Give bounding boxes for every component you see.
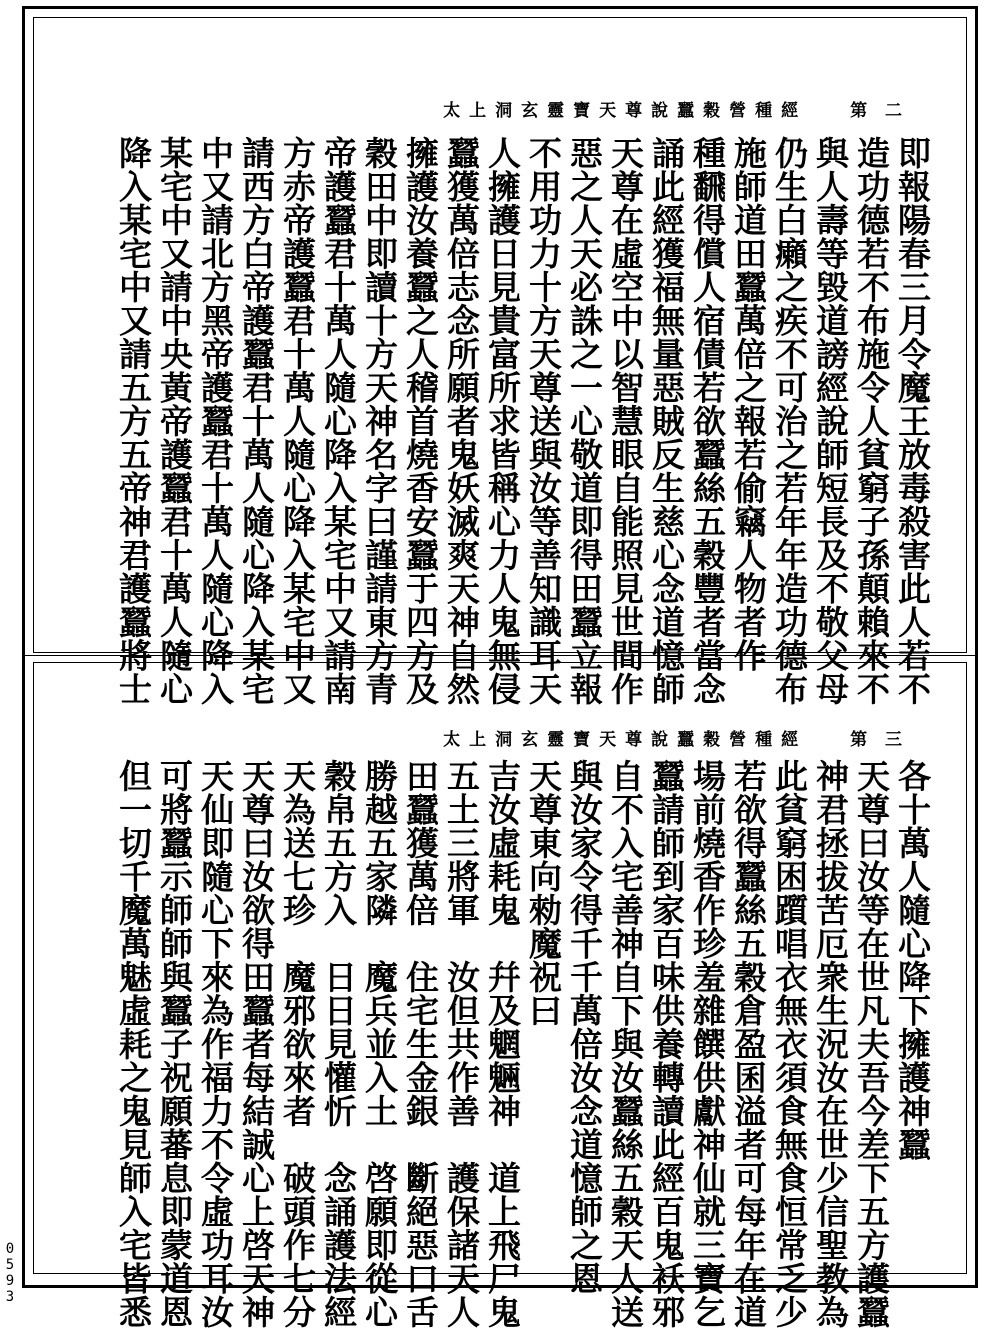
text-column: 此貧窮困躓唱衣無衣須食無食恒常乏少 [770,759,809,1329]
text-column: 惡之人天必誅之一心敬道即得田蠶立報 [565,136,604,706]
text-column: 田蠶獲萬倍 住宅生金銀 斷絕惡口舌 [401,759,440,1329]
page-header [443,725,908,750]
text-column: 但一切千魔萬魅虛耗之鬼見師入宅皆悉 [114,759,153,1329]
page-header [443,96,908,121]
text-column: 施師道田蠶萬倍之報若偷竊人物者作 [729,136,768,672]
text-column: 擁護汝養蠶之人稽首燒香安蠶于四方及 [401,136,440,706]
text-column: 天尊曰汝等在世凡夫吾今差下五方護蠶 [852,759,891,1329]
text-column: 蠶請師到家百味供養轉讀此經百鬼袄邪 [647,759,686,1329]
text-columns [112,136,932,706]
text-column: 不用功力十方天尊送與汝等善知識耳天 [524,136,563,706]
page-panel-bottom [33,662,967,1329]
text-column: 吉汝虛耗鬼 幷及魍魎神 道上飛尸鬼 [483,759,522,1329]
text-column: 請西方白帝護蠶君十萬人隨心降入某宅 [237,136,276,706]
scripture-title: 太上洞玄靈寶天尊說蠶穀營種經 [443,730,808,750]
text-column: 誦此經獲福無量惡賊反生慈心念道憶師 [647,136,686,706]
page-label: 第 二 [850,101,908,121]
text-column: 天尊東向勑魔祝曰 [524,759,563,1027]
page-label: 第 三 [850,730,908,750]
page-divider [25,655,975,661]
text-column: 仍生白癩之疾不可治之若年年造功德布 [770,136,809,706]
text-column: 造功德若不布施令人貧窮子孫顛賴來不 [852,136,891,706]
text-column: 降入某宅中又請五方五帝神君護蠶將士 [114,136,153,706]
text-column: 若欲得蠶絲五穀倉盈囷溢者可每年在道 [729,759,768,1329]
text-column: 五土三將軍 汝但共作善 護保諸天人 [442,759,481,1329]
text-column: 與人壽等毀道謗經說師短長及不敬父母 [811,136,850,706]
text-column: 人擁護日見貴富所求皆稱心力人鬼無侵 [483,136,522,706]
margin-page-number: 0593 [2,1241,18,1305]
text-column: 天尊在虛空中以智慧眼自能照見世間作 [606,136,645,706]
text-column: 各十萬人隨心降下擁護神蠶 [893,759,932,1161]
text-column: 方赤帝護蠶君十萬人隨心降入某宅中又 [278,136,317,706]
text-column: 中又請北方黑帝護蠶君十萬人隨心降入 [196,136,235,706]
text-columns [112,759,932,1329]
text-column: 勝越五家隣 魔兵並入土 啓願即從心 [360,759,399,1329]
page-panel-top [33,17,967,706]
text-column: 穀田中即讀十方天神名字曰謹請東方青 [360,136,399,706]
text-column: 帝護蠶君十萬人隨心降入某宅中又請南 [319,136,358,706]
scripture-title: 太上洞玄靈寶天尊說蠶穀營種經 [443,101,808,121]
text-column: 自不入宅善神自下與汝蠶絲五穀天人送 [606,759,645,1329]
text-column: 穀帛五方入 日日見懽忻 念誦護法經 [319,759,358,1329]
text-column: 某宅中又請中央黃帝護蠶君十萬人隨心 [155,136,194,706]
text-column: 場前燒香作珍羞雜饌供獻神仙就三寶乞 [688,759,727,1329]
text-column: 種飜得償人宿債若欲蠶絲五穀豐者當念 [688,136,727,706]
text-column: 與汝家令得千千萬倍汝念道憶師之恩 [565,759,604,1295]
text-column: 天尊曰汝欲得田蠶者每結誠心上啓天神 [237,759,276,1329]
text-column: 天仙即隨心下來為作福力不令虛功耳汝 [196,759,235,1329]
page-frame [22,6,978,1329]
text-column: 天為送七珍 魔邪欲來者 破頭作七分 [278,759,317,1329]
text-column: 可將蠶示師師與蠶子祝願蕃息即蒙道恩 [155,759,194,1329]
text-column: 神君拯拔苦厄衆生況汝在世少信聖教為 [811,759,850,1329]
text-column: 蠶獲萬倍志念所願者鬼妖滅爽天神自然 [442,136,481,706]
text-column: 即報陽春三月令魔王放毒殺害此人若不 [893,136,932,706]
